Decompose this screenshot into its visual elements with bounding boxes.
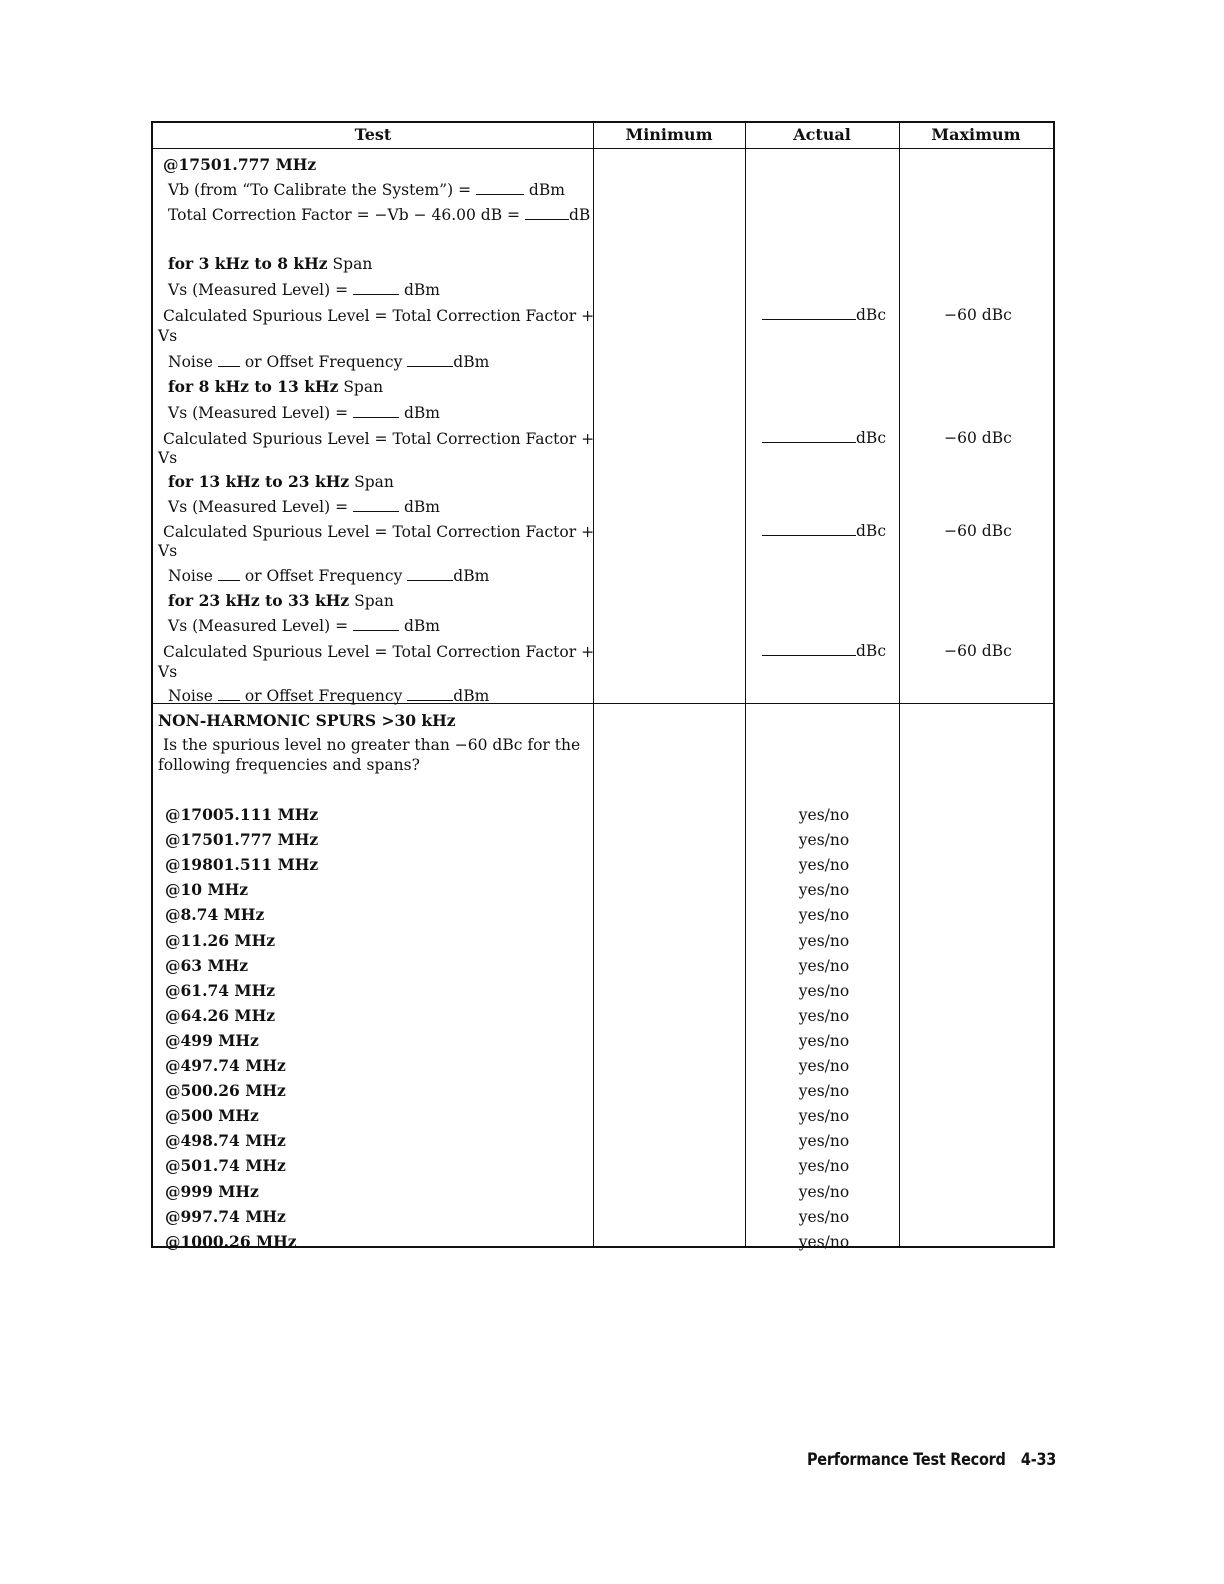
vb-blank: [476, 182, 524, 195]
frequency-item: @498.74 MHz: [165, 1131, 286, 1150]
header-minimum: Minimum: [625, 125, 713, 144]
test-record-table: [151, 121, 1055, 1251]
header-maximum: Maximum: [931, 125, 1021, 144]
frequency-item: @11.26 MHz: [165, 931, 276, 950]
frequency-item: @17501.777 MHz: [165, 830, 319, 849]
vs-blank: [353, 405, 399, 418]
frequency-item: @1000.26 MHz: [165, 1232, 297, 1251]
noise-blank: [218, 688, 240, 701]
yes-no-answer: yes/no: [798, 1233, 850, 1251]
yes-no-answer: yes/no: [798, 957, 850, 975]
calc-line-cont: Vs: [158, 663, 178, 681]
frequency-item: @63 MHz: [165, 956, 249, 975]
vs-line: Vs (Measured Level) = dBm: [168, 498, 440, 516]
frequency-item: @500.26 MHz: [165, 1081, 286, 1100]
frequency-item: @501.74 MHz: [165, 1156, 286, 1175]
vs-line: Vs (Measured Level) = dBm: [168, 404, 440, 422]
yes-no-answer: yes/no: [798, 856, 850, 874]
max-value: −60 dBc: [944, 522, 1012, 540]
column-divider: [899, 123, 900, 1246]
yes-no-answer: yes/no: [798, 806, 850, 824]
footer-title: Performance Test Record: [806, 1450, 1006, 1470]
actual-blank: [762, 643, 856, 656]
frequency-item: @19801.511 MHz: [165, 855, 319, 874]
yes-no-answer: yes/no: [798, 1157, 850, 1175]
noise-blank: [218, 354, 240, 367]
frequency-item: @17005.111 MHz: [165, 805, 319, 824]
header-test: Test: [354, 125, 392, 144]
calc-line: Calculated Spurious Level = Total Correction Factor +: [163, 307, 595, 325]
frequency-title: @17501.777 MHz: [163, 155, 317, 174]
offset-blank: [407, 688, 453, 701]
yes-no-answer: yes/no: [798, 1007, 850, 1025]
actual-blank: [762, 523, 856, 536]
page-number: 4-33: [1020, 1450, 1056, 1470]
frequency-item: @64.26 MHz: [165, 1006, 276, 1025]
yes-no-answer: yes/no: [798, 932, 850, 950]
tcf-line: Total Correction Factor = −Vb − 46.00 dB = dB: [168, 206, 591, 224]
vb-line: Vb (from “To Calibrate the System”) = dBm: [168, 181, 565, 199]
vs-blank: [353, 282, 399, 295]
max-value: −60 dBc: [944, 306, 1012, 324]
question-line-cont: following frequencies and spans?: [158, 756, 420, 774]
frequency-item: @997.74 MHz: [165, 1207, 286, 1226]
frequency-item: @61.74 MHz: [165, 981, 276, 1000]
column-divider: [593, 123, 594, 1246]
yes-no-answer: yes/no: [798, 831, 850, 849]
actual-blank: [762, 307, 856, 320]
noise-blank: [218, 568, 240, 581]
offset-blank: [407, 568, 453, 581]
calc-line: Calculated Spurious Level = Total Correction Factor +: [163, 523, 595, 541]
frequency-item: @8.74 MHz: [165, 905, 265, 924]
yes-no-answer: yes/no: [798, 881, 850, 899]
yes-no-answer: yes/no: [798, 1132, 850, 1150]
actual-dbc: dBc: [747, 305, 901, 325]
span-title: for 13 kHz to 23 kHz Span: [168, 472, 394, 491]
header-divider: [153, 148, 1053, 149]
noise-line: Noise or Offset Frequency dBm: [168, 687, 490, 705]
section-title: NON-HARMONIC SPURS >30 kHz: [158, 711, 456, 730]
actual-dbc: dBc: [747, 428, 901, 448]
frequency-item: @499 MHz: [165, 1031, 259, 1050]
calc-line-cont: Vs: [158, 327, 178, 345]
actual-dbc: dBc: [747, 521, 901, 541]
vs-line: Vs (Measured Level) = dBm: [168, 281, 440, 299]
actual-blank: [762, 430, 856, 443]
calc-line: Calculated Spurious Level = Total Correction Factor +: [163, 430, 595, 448]
tcf-blank: [525, 207, 569, 220]
yes-no-answer: yes/no: [798, 1032, 850, 1050]
vs-blank: [353, 618, 399, 631]
yes-no-answer: yes/no: [798, 982, 850, 1000]
noise-line: Noise or Offset Frequency dBm: [168, 353, 490, 371]
question-line: Is the spurious level no greater than −60 dBc for the: [163, 736, 581, 754]
offset-blank: [407, 354, 453, 367]
span-title: for 8 kHz to 13 kHz Span: [168, 377, 384, 396]
header-actual: Actual: [793, 125, 851, 144]
calc-line-cont: Vs: [158, 542, 178, 560]
yes-no-answer: yes/no: [798, 1082, 850, 1100]
yes-no-answer: yes/no: [798, 1183, 850, 1201]
frequency-item: @497.74 MHz: [165, 1056, 286, 1075]
span-title: for 23 kHz to 33 kHz Span: [168, 591, 394, 610]
span-title: for 3 kHz to 8 kHz Span: [168, 254, 373, 273]
frequency-item: @10 MHz: [165, 880, 249, 899]
column-divider: [745, 123, 746, 1246]
actual-dbc: dBc: [747, 641, 901, 661]
yes-no-answer: yes/no: [798, 1208, 850, 1226]
calc-line-cont: Vs: [158, 449, 178, 467]
frequency-item: @500 MHz: [165, 1106, 259, 1125]
max-value: −60 dBc: [944, 429, 1012, 447]
max-value: −60 dBc: [944, 642, 1012, 660]
calc-line: Calculated Spurious Level = Total Correction Factor +: [163, 643, 595, 661]
yes-no-answer: yes/no: [798, 1057, 850, 1075]
vs-blank: [353, 499, 399, 512]
frequency-item: @999 MHz: [165, 1182, 259, 1201]
yes-no-answer: yes/no: [798, 1107, 850, 1125]
noise-line: Noise or Offset Frequency dBm: [168, 567, 490, 585]
yes-no-answer: yes/no: [798, 906, 850, 924]
page-footer: [807, 1450, 1056, 1470]
vs-line: Vs (Measured Level) = dBm: [168, 617, 440, 635]
